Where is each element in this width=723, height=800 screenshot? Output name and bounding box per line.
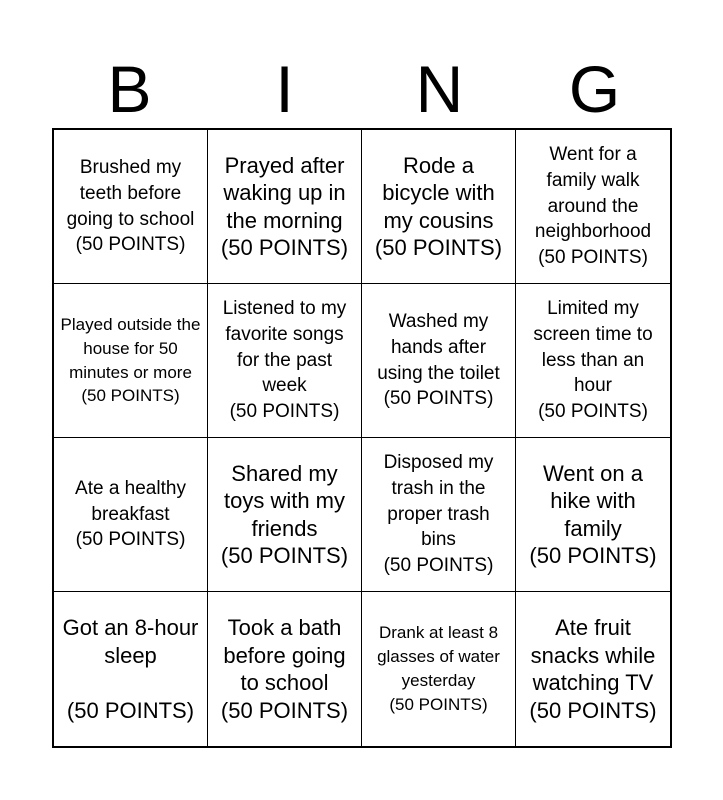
header-letter-n: N (415, 52, 464, 126)
bingo-cell-6[interactable] (208, 284, 362, 438)
bingo-cell-12[interactable] (516, 438, 670, 592)
bingo-cell-text: Disposed my trash in the proper trash bins (50 POINTS) (383, 451, 494, 577)
bingo-cell-text: Went for a family walk around the neighborhood (50 POINTS) (534, 143, 652, 269)
bingo-cell-text: Listened to my favorite songs for the past week (50 POINTS) (222, 297, 347, 423)
bingo-cell-16[interactable] (516, 592, 670, 746)
bingo-cell-5[interactable] (54, 284, 208, 438)
bingo-cell-text: Shared my toys with my friends (50 POINTS) (220, 460, 349, 568)
bingo-cell-14[interactable] (208, 592, 362, 746)
bingo-cell-text: Went on a hike with family (50 POINTS) (529, 460, 657, 568)
header-letter-i: I (275, 52, 294, 126)
bingo-cell-text: Ate a healthy breakfast (50 POINTS) (75, 477, 186, 551)
header-letter-b: B (107, 52, 152, 126)
bingo-cell-text: Rode a bicycle with my cousins (50 POINTS) (374, 152, 503, 260)
bingo-cell-text: Prayed after waking up in the morning (50 POINTS) (220, 152, 349, 260)
bingo-cell-13[interactable] (54, 592, 208, 746)
bingo-cell-8[interactable] (516, 284, 670, 438)
bingo-cell-11[interactable] (362, 438, 516, 592)
bingo-cell-15[interactable] (362, 592, 516, 746)
bingo-cell-9[interactable] (54, 438, 208, 592)
bingo-header (52, 50, 672, 128)
bingo-cell-3[interactable] (362, 130, 516, 284)
bingo-cell-text: Ate fruit snacks while watching TV (50 POINTS) (529, 615, 657, 723)
bingo-cell-text: Brushed my teeth before going to school (50 POINTS) (66, 156, 195, 256)
bingo-cell-text: Drank at least 8 glasses of water yesterday (50 POINTS) (377, 623, 500, 714)
bingo-cell-text: Limited my screen time to less than an hour (50 POINTS) (533, 297, 653, 423)
bingo-cell-7[interactable] (362, 284, 516, 438)
bingo-cell-text: Got an 8-hour sleep (50 POINTS) (62, 615, 199, 723)
bingo-cell-10[interactable] (208, 438, 362, 592)
bingo-board (52, 128, 672, 748)
bingo-cell-text: Washed my hands after using the toilet (50 POINTS) (377, 310, 500, 410)
bingo-cell-text: Played outside the house for 50 minutes or more (50 POINTS) (60, 314, 201, 406)
bingo-cell-4[interactable] (516, 130, 670, 284)
bingo-cell-text: Took a bath before going to school (50 POINTS) (220, 615, 349, 723)
header-letter-g: G (568, 52, 621, 126)
bingo-cell-2[interactable] (208, 130, 362, 284)
bingo-cell-1[interactable] (54, 130, 208, 284)
